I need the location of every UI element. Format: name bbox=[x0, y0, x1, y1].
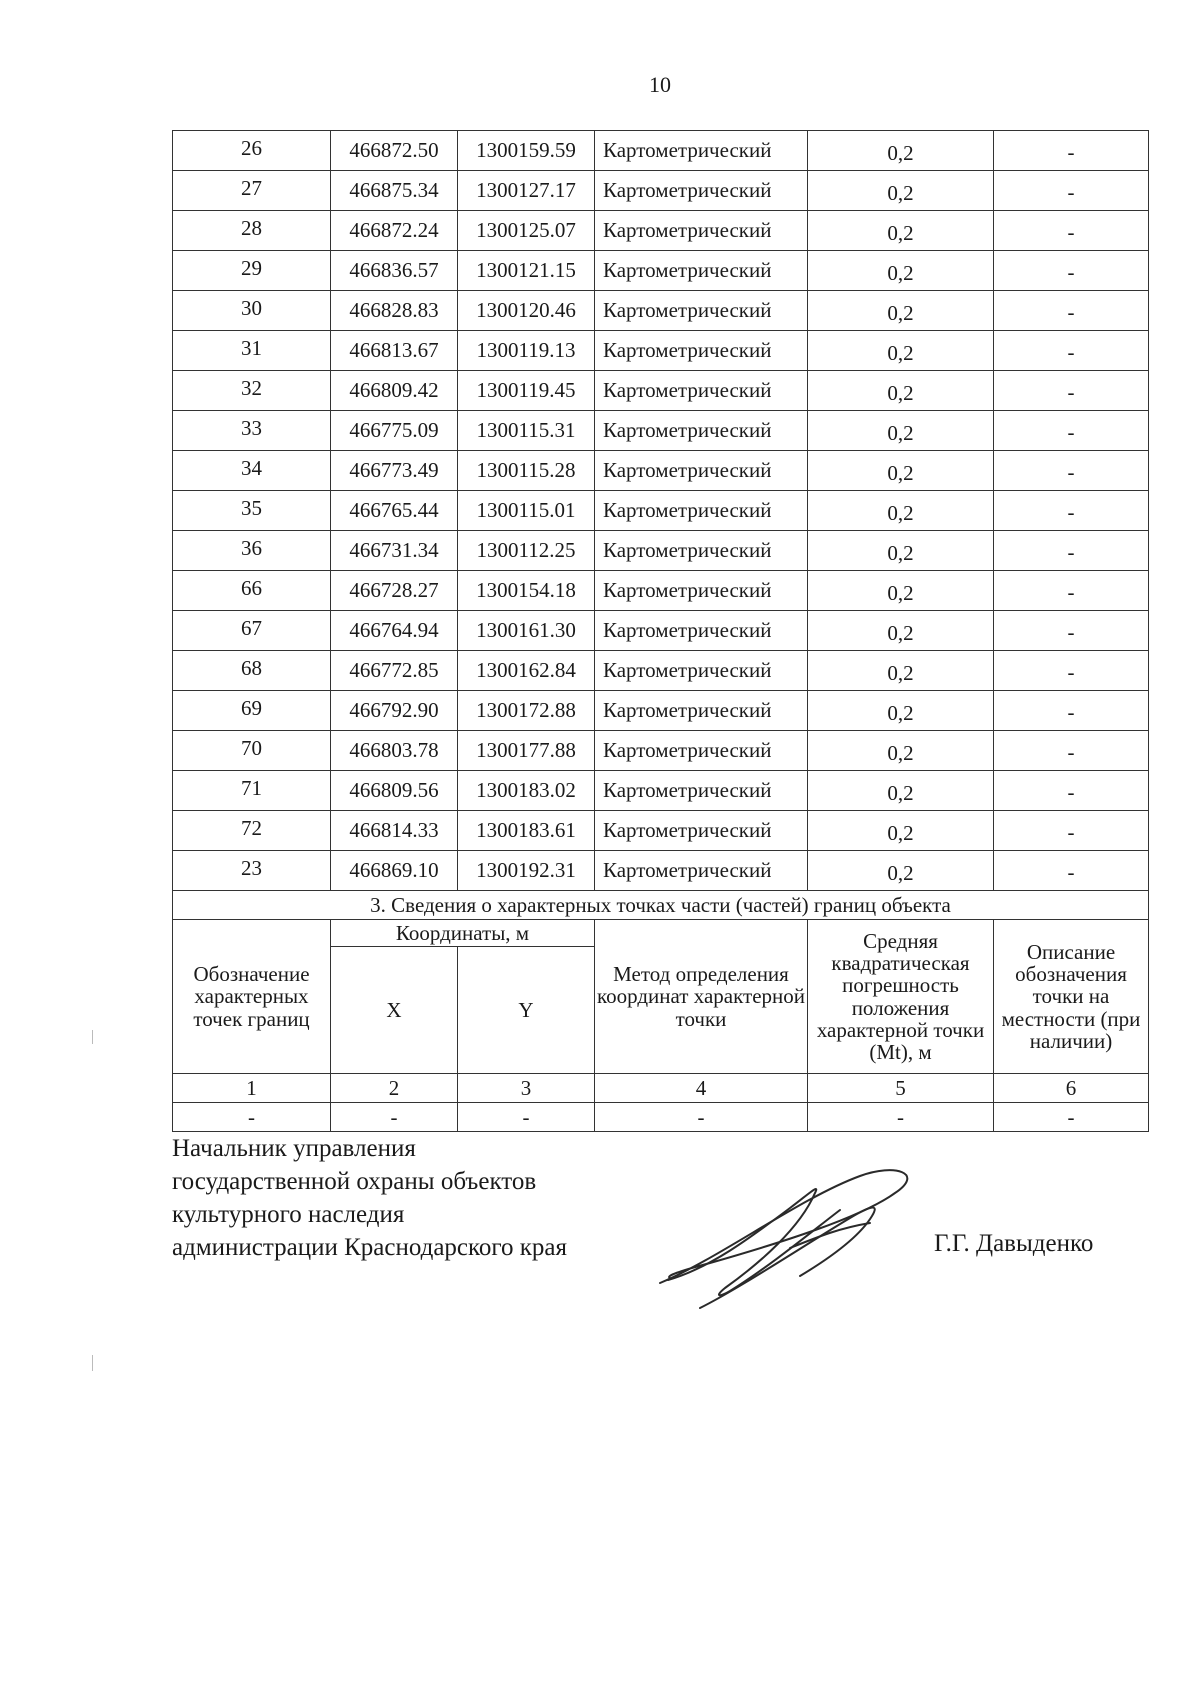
method-cell: Картометрический bbox=[595, 211, 808, 251]
y-coordinate-cell: 1300183.02 bbox=[458, 771, 595, 811]
x-coordinate-cell: 466765.44 bbox=[331, 491, 458, 531]
x-coordinate-cell: 466773.49 bbox=[331, 451, 458, 491]
col-number: 1 bbox=[173, 1074, 331, 1103]
empty-cell: - bbox=[994, 1103, 1149, 1132]
section3-block bbox=[173, 891, 1149, 1132]
mt-cell: 0,2 bbox=[808, 811, 994, 851]
y-coordinate-cell: 1300183.61 bbox=[458, 811, 595, 851]
description-cell: - bbox=[994, 851, 1149, 891]
description-cell: - bbox=[994, 411, 1149, 451]
table-row bbox=[173, 571, 1149, 611]
mt-cell: 0,2 bbox=[808, 611, 994, 651]
table-row bbox=[173, 691, 1149, 731]
point-number-cell: 67 bbox=[173, 611, 331, 651]
empty-cell: - bbox=[173, 1103, 331, 1132]
empty-cell: - bbox=[331, 1103, 458, 1132]
point-number-cell: 69 bbox=[173, 691, 331, 731]
empty-cell: - bbox=[595, 1103, 808, 1132]
method-cell: Картометрический bbox=[595, 651, 808, 691]
y-coordinate-cell: 1300154.18 bbox=[458, 571, 595, 611]
point-number-cell: 32 bbox=[173, 371, 331, 411]
x-coordinate-cell: 466872.50 bbox=[331, 131, 458, 171]
x-coordinate-cell: 466869.10 bbox=[331, 851, 458, 891]
scan-mark bbox=[92, 1030, 93, 1044]
method-cell: Картометрический bbox=[595, 531, 808, 571]
y-coordinate-cell: 1300119.45 bbox=[458, 371, 595, 411]
point-number-cell: 72 bbox=[173, 811, 331, 851]
point-number-cell: 36 bbox=[173, 531, 331, 571]
x-coordinate-cell: 466872.24 bbox=[331, 211, 458, 251]
table-row bbox=[173, 331, 1149, 371]
signatory-position-line: культурного наследия bbox=[172, 1201, 405, 1228]
x-coordinate-cell: 466803.78 bbox=[331, 731, 458, 771]
mt-cell: 0,2 bbox=[808, 771, 994, 811]
y-coordinate-cell: 1300162.84 bbox=[458, 651, 595, 691]
method-cell: Картометрический bbox=[595, 731, 808, 771]
y-coordinate-cell: 1300120.46 bbox=[458, 291, 595, 331]
method-cell: Картометрический bbox=[595, 691, 808, 731]
signatory-position bbox=[172, 1132, 567, 1264]
table-row bbox=[173, 651, 1149, 691]
point-number-cell: 23 bbox=[173, 851, 331, 891]
mt-cell: 0,2 bbox=[808, 571, 994, 611]
method-cell: Картометрический bbox=[595, 491, 808, 531]
table-row bbox=[173, 851, 1149, 891]
description-cell: - bbox=[994, 571, 1149, 611]
y-coordinate-cell: 1300125.07 bbox=[458, 211, 595, 251]
header-method: Метод определения координат характерной точки bbox=[595, 920, 808, 1074]
table-row bbox=[173, 491, 1149, 531]
signatory-position-line: государственной охраны объектов bbox=[172, 1168, 537, 1195]
coordinates-table bbox=[172, 130, 1149, 1132]
point-number-cell: 28 bbox=[173, 211, 331, 251]
point-number-cell: 70 bbox=[173, 731, 331, 771]
method-cell: Картометрический bbox=[595, 451, 808, 491]
mt-cell: 0,2 bbox=[808, 291, 994, 331]
table-row bbox=[173, 131, 1149, 171]
method-cell: Картометрический bbox=[595, 611, 808, 651]
description-cell: - bbox=[994, 131, 1149, 171]
method-cell: Картометрический bbox=[595, 411, 808, 451]
handwritten-signature bbox=[640, 1148, 940, 1318]
point-number-cell: 71 bbox=[173, 771, 331, 811]
point-number-cell: 68 bbox=[173, 651, 331, 691]
description-cell: - bbox=[994, 331, 1149, 371]
point-number-cell: 35 bbox=[173, 491, 331, 531]
method-cell: Картометрический bbox=[595, 811, 808, 851]
table-row bbox=[173, 611, 1149, 651]
table-row bbox=[173, 451, 1149, 491]
point-number-cell: 27 bbox=[173, 171, 331, 211]
table-row bbox=[173, 771, 1149, 811]
x-coordinate-cell: 466809.42 bbox=[331, 371, 458, 411]
method-cell: Картометрический bbox=[595, 331, 808, 371]
y-coordinate-cell: 1300192.31 bbox=[458, 851, 595, 891]
method-cell: Картометрический bbox=[595, 571, 808, 611]
description-cell: - bbox=[994, 211, 1149, 251]
x-coordinate-cell: 466836.57 bbox=[331, 251, 458, 291]
description-cell: - bbox=[994, 251, 1149, 291]
method-cell: Картометрический bbox=[595, 291, 808, 331]
table-row bbox=[173, 171, 1149, 211]
description-cell: - bbox=[994, 691, 1149, 731]
table-row bbox=[173, 371, 1149, 411]
mt-cell: 0,2 bbox=[808, 331, 994, 371]
description-cell: - bbox=[994, 731, 1149, 771]
y-coordinate-cell: 1300119.13 bbox=[458, 331, 595, 371]
x-coordinate-cell: 466775.09 bbox=[331, 411, 458, 451]
description-cell: - bbox=[994, 771, 1149, 811]
mt-cell: 0,2 bbox=[808, 691, 994, 731]
y-coordinate-cell: 1300161.30 bbox=[458, 611, 595, 651]
y-coordinate-cell: 1300115.28 bbox=[458, 451, 595, 491]
y-coordinate-cell: 1300115.31 bbox=[458, 411, 595, 451]
mt-cell: 0,2 bbox=[808, 851, 994, 891]
x-coordinate-cell: 466814.33 bbox=[331, 811, 458, 851]
table-row bbox=[173, 531, 1149, 571]
mt-cell: 0,2 bbox=[808, 171, 994, 211]
point-number-cell: 34 bbox=[173, 451, 331, 491]
header-x: X bbox=[331, 947, 458, 1074]
description-cell: - bbox=[994, 811, 1149, 851]
method-cell: Картометрический bbox=[595, 371, 808, 411]
table-row bbox=[173, 411, 1149, 451]
description-cell: - bbox=[994, 371, 1149, 411]
col-number: 6 bbox=[994, 1074, 1149, 1103]
table-row bbox=[173, 291, 1149, 331]
x-coordinate-cell: 466772.85 bbox=[331, 651, 458, 691]
mt-cell: 0,2 bbox=[808, 371, 994, 411]
point-number-cell: 66 bbox=[173, 571, 331, 611]
point-number-cell: 33 bbox=[173, 411, 331, 451]
page-number: 10 bbox=[649, 72, 671, 97]
x-coordinate-cell: 466813.67 bbox=[331, 331, 458, 371]
x-coordinate-cell: 466792.90 bbox=[331, 691, 458, 731]
coordinates-rows bbox=[173, 131, 1149, 891]
description-cell: - bbox=[994, 611, 1149, 651]
description-cell: - bbox=[994, 531, 1149, 571]
y-coordinate-cell: 1300127.17 bbox=[458, 171, 595, 211]
x-coordinate-cell: 466764.94 bbox=[331, 611, 458, 651]
col-number: 4 bbox=[595, 1074, 808, 1103]
mt-cell: 0,2 bbox=[808, 451, 994, 491]
mt-cell: 0,2 bbox=[808, 651, 994, 691]
section3-title: 3. Сведения о характерных точках части (частей) границ объекта bbox=[173, 891, 1149, 920]
description-cell: - bbox=[994, 451, 1149, 491]
method-cell: Картометрический bbox=[595, 771, 808, 811]
y-coordinate-cell: 1300121.15 bbox=[458, 251, 595, 291]
table-row bbox=[173, 211, 1149, 251]
method-cell: Картометрический bbox=[595, 851, 808, 891]
description-cell: - bbox=[994, 491, 1149, 531]
mt-cell: 0,2 bbox=[808, 131, 994, 171]
x-coordinate-cell: 466875.34 bbox=[331, 171, 458, 211]
col-number: 3 bbox=[458, 1074, 595, 1103]
method-cell: Картометрический bbox=[595, 251, 808, 291]
signatory-position-line: Начальник управления bbox=[172, 1135, 416, 1162]
header-coordinates: Координаты, м bbox=[331, 920, 595, 947]
y-coordinate-cell: 1300112.25 bbox=[458, 531, 595, 571]
mt-cell: 0,2 bbox=[808, 531, 994, 571]
point-number-cell: 29 bbox=[173, 251, 331, 291]
y-coordinate-cell: 1300159.59 bbox=[458, 131, 595, 171]
x-coordinate-cell: 466731.34 bbox=[331, 531, 458, 571]
mt-cell: 0,2 bbox=[808, 731, 994, 771]
point-number-cell: 30 bbox=[173, 291, 331, 331]
table-row bbox=[173, 251, 1149, 291]
signatory-position-line: администрации Краснодарского края bbox=[172, 1234, 568, 1261]
method-cell: Картометрический bbox=[595, 131, 808, 171]
mt-cell: 0,2 bbox=[808, 211, 994, 251]
description-cell: - bbox=[994, 171, 1149, 211]
method-cell: Картометрический bbox=[595, 171, 808, 211]
x-coordinate-cell: 466728.27 bbox=[331, 571, 458, 611]
col-number: 5 bbox=[808, 1074, 994, 1103]
scan-mark bbox=[92, 1355, 93, 1371]
point-number-cell: 26 bbox=[173, 131, 331, 171]
description-cell: - bbox=[994, 291, 1149, 331]
header-designation: Обозначение характерных точек границ bbox=[173, 920, 331, 1074]
mt-cell: 0,2 bbox=[808, 411, 994, 451]
x-coordinate-cell: 466828.83 bbox=[331, 291, 458, 331]
y-coordinate-cell: 1300172.88 bbox=[458, 691, 595, 731]
header-mt: Средняя квадратическая погрешность положения характерной точки (Mt), м bbox=[808, 920, 994, 1074]
point-number-cell: 31 bbox=[173, 331, 331, 371]
mt-cell: 0,2 bbox=[808, 251, 994, 291]
table-row bbox=[173, 731, 1149, 771]
col-number: 2 bbox=[331, 1074, 458, 1103]
table-row bbox=[173, 811, 1149, 851]
header-description: Описание обозначения точки на местности (при наличии) bbox=[994, 920, 1149, 1074]
description-cell: - bbox=[994, 651, 1149, 691]
mt-cell: 0,2 bbox=[808, 491, 994, 531]
header-y: Y bbox=[458, 947, 595, 1074]
y-coordinate-cell: 1300177.88 bbox=[458, 731, 595, 771]
x-coordinate-cell: 466809.56 bbox=[331, 771, 458, 811]
empty-cell: - bbox=[808, 1103, 994, 1132]
signatory-name: Г.Г. Давыденко bbox=[934, 1230, 1094, 1257]
y-coordinate-cell: 1300115.01 bbox=[458, 491, 595, 531]
empty-cell: - bbox=[458, 1103, 595, 1132]
